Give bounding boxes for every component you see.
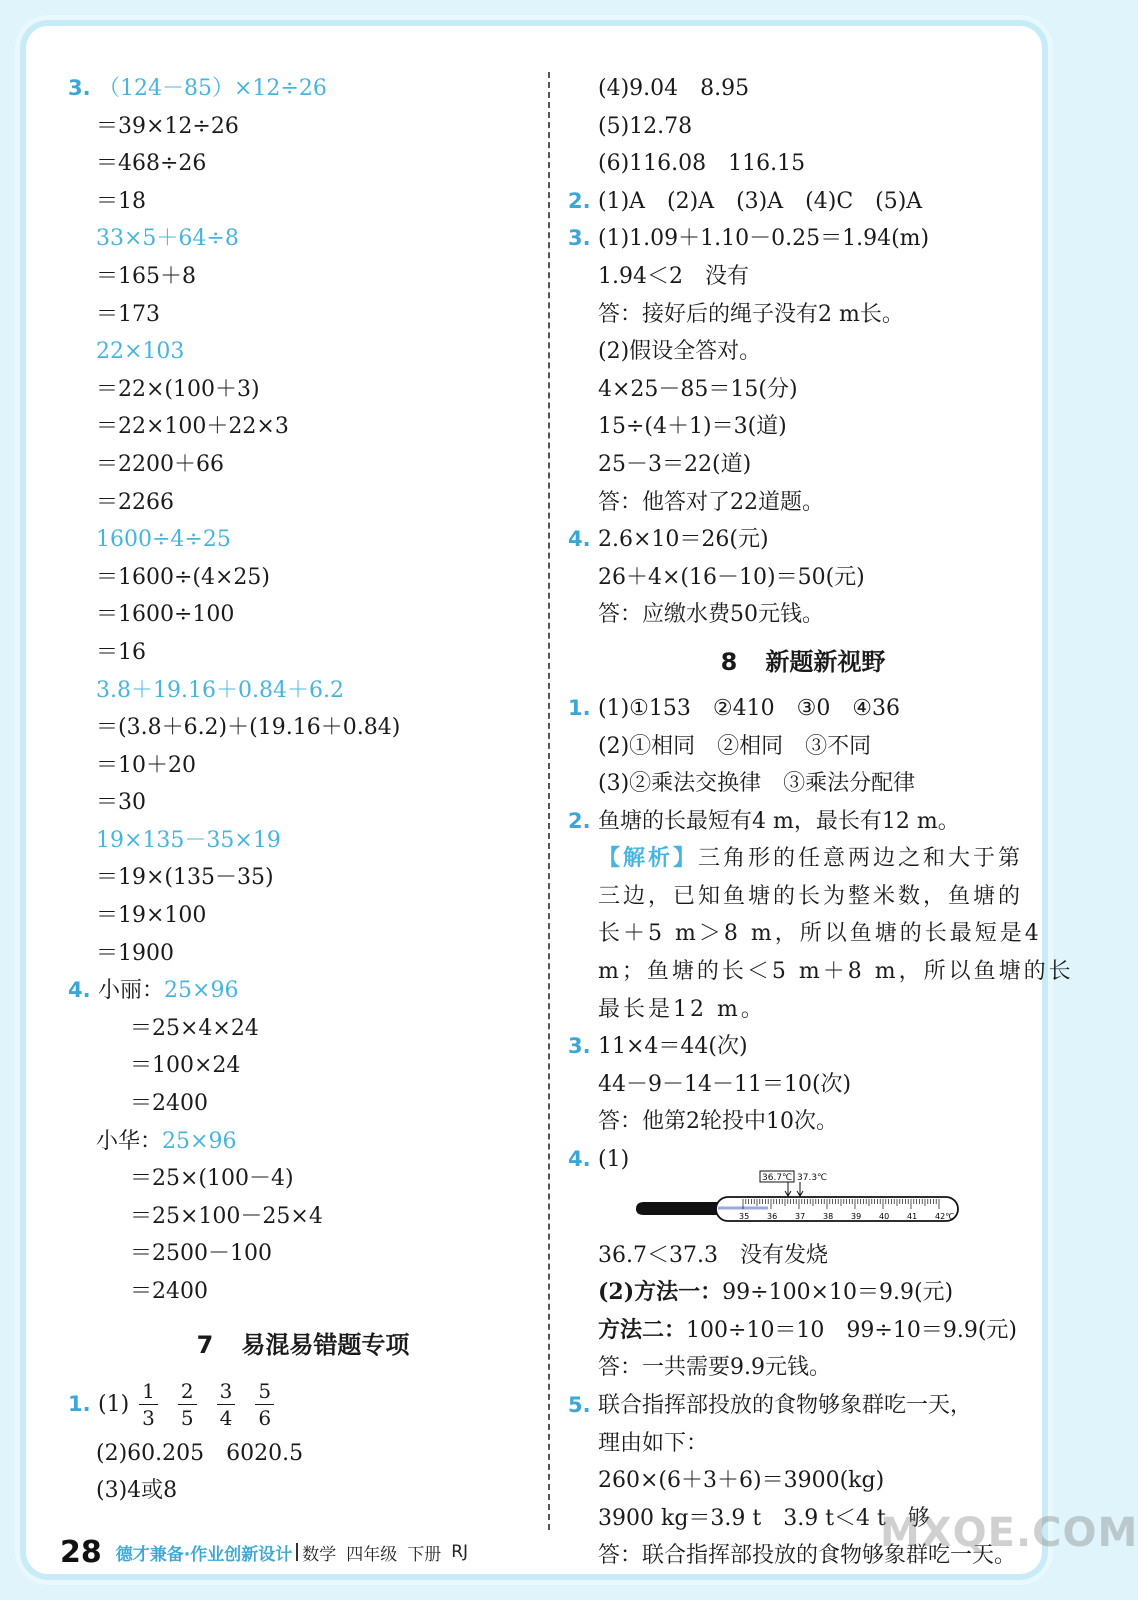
answer-line: 答：他第2轮投中10次。 xyxy=(598,1109,838,1135)
answer-line: (1)①153 ②410 ③0 ④36 xyxy=(598,695,901,721)
line-text: ＝165＋8 xyxy=(96,263,196,289)
line-text: ＝1900 xyxy=(96,940,174,966)
thermometer xyxy=(568,1172,1038,1237)
calculation-step xyxy=(68,145,538,183)
answer-line: 答：他答对了22道题。 xyxy=(598,489,824,515)
answer-line: 260×(6＋3＋6)＝3900(kg) xyxy=(598,1468,885,1494)
question-number: 3. xyxy=(568,226,591,251)
line-text: 1600÷4÷25 xyxy=(96,527,231,553)
answer-line: 11×4＝44(次) xyxy=(598,1034,748,1060)
tick-label: 42℃ xyxy=(935,1211,955,1221)
answer-line: (2)①相同 ②相同 ③不同 xyxy=(598,733,872,759)
section-number: 7 xyxy=(196,1330,214,1359)
question-number: 2. xyxy=(568,188,591,213)
calculation-step xyxy=(68,596,538,634)
line-text: ＝18 xyxy=(96,188,146,214)
line-text: ＝2200＋66 xyxy=(96,451,224,477)
calculation-step xyxy=(68,784,538,822)
fraction xyxy=(255,1378,274,1431)
question-number: 3. xyxy=(568,1034,591,1059)
question-number: 4. xyxy=(568,527,591,552)
reading-label-a: 36.7℃ xyxy=(762,1172,793,1183)
calculation-step xyxy=(68,408,538,446)
analysis-text: 三角形的任意两边之和大于第 xyxy=(698,846,1024,872)
calculation-step xyxy=(68,559,538,597)
column-divider xyxy=(548,72,550,1530)
brand-name: 德才兼备·作业创新设计 xyxy=(115,1544,293,1565)
line-text: 33×5＋64÷8 xyxy=(96,226,239,252)
answer-line: (3)②乘法交换律 ③乘法分配律 xyxy=(598,771,916,797)
xiaohua-step: ＝25×100－25×4 xyxy=(130,1203,323,1229)
line-text: 3.8＋19.16＋0.84＋6.2 xyxy=(96,677,344,703)
calculation-step xyxy=(68,859,538,897)
section-number: 8 xyxy=(720,647,738,676)
answer-line: 理由如下： xyxy=(598,1430,709,1456)
footer-separator xyxy=(296,1543,298,1561)
line-text: （124－85）×12÷26 xyxy=(98,76,327,101)
answer-line: (5)12.78 xyxy=(598,113,693,139)
question-number: 3. xyxy=(68,76,91,100)
question-number: 4. xyxy=(568,1147,591,1172)
line-text: ＝1600÷100 xyxy=(96,602,235,628)
answer-line: 答：一共需要9.9元钱。 xyxy=(598,1355,831,1381)
tick-label: 38 xyxy=(823,1211,834,1221)
line-text: ＝(3.8＋6.2)＋(19.16＋0.84) xyxy=(96,715,401,741)
calculation-step xyxy=(68,183,538,221)
line-text: ＝10＋20 xyxy=(96,752,196,778)
xiaoli-step: ＝100×24 xyxy=(130,1053,241,1079)
method-2-text: 100÷10＝10 99÷10＝9.9(元) xyxy=(686,1317,1018,1343)
question-number: 5. xyxy=(568,1393,591,1417)
line-text: ＝19×100 xyxy=(96,903,207,929)
left-question-3 xyxy=(68,70,538,972)
watermark: MXQE.COM xyxy=(880,1510,1138,1556)
tick-label: 35 xyxy=(739,1211,750,1221)
tick-label: 40 xyxy=(879,1211,890,1221)
line-text: ＝39×12÷26 xyxy=(96,113,239,139)
section-8-heading xyxy=(568,634,1038,690)
analysis-text: m；鱼塘的长＜5 m＋8 m，所以鱼塘的长 xyxy=(598,959,1074,985)
page-footer xyxy=(60,1532,478,1572)
calculation-step xyxy=(68,897,538,935)
line-text: 22×103 xyxy=(96,339,185,365)
numerator: 1 xyxy=(139,1378,158,1405)
tick-label: 36 xyxy=(767,1211,778,1221)
method-1-label: (2)方法一： xyxy=(598,1279,723,1306)
edition: RJ xyxy=(451,1542,469,1562)
subject: 数学 xyxy=(302,1544,337,1565)
line-text: ＝2266 xyxy=(96,489,174,515)
answer-line: (6)116.08 116.15 xyxy=(598,151,806,177)
right-column xyxy=(568,70,1074,1575)
fraction-list xyxy=(129,1379,284,1431)
calculation-step xyxy=(68,935,538,973)
answer-line: 鱼塘的长最短有4 m，最长有12 m。 xyxy=(598,808,960,834)
calculation-step xyxy=(68,709,538,747)
tick-label: 41 xyxy=(907,1211,918,1221)
problem-expression xyxy=(68,333,538,371)
answer-line: 联合指挥部投放的食物够象群吃一天， xyxy=(598,1393,973,1418)
section-7-q1-line3: (3)4或8 xyxy=(96,1478,178,1504)
section-title: 易混易错题专项 xyxy=(241,1330,410,1359)
calculation-step xyxy=(68,371,538,409)
xiaoli-expression: 25×96 xyxy=(164,978,239,1004)
answer-line: 答：接好后的绳子没有2 m长。 xyxy=(598,301,904,327)
answer-line: 26＋4×(16－10)＝50(元) xyxy=(598,564,865,590)
answer-line: 36.7＜37.3 没有发烧 xyxy=(598,1242,828,1268)
analysis-text: 最长是12 m。 xyxy=(598,996,766,1022)
xiaoli-label: 小丽： xyxy=(98,978,165,1004)
analysis-text: 长＋5 m＞8 m，所以鱼塘的长最短是4 xyxy=(598,921,1042,947)
answer-line: 2.6×10＝26(元) xyxy=(598,527,769,553)
xiaohua-expression: 25×96 xyxy=(162,1128,237,1154)
question-number: 1. xyxy=(568,695,591,720)
line-text: ＝173 xyxy=(96,301,160,327)
line-text: ＝22×100＋22×3 xyxy=(96,414,289,440)
xiaoli-step: ＝2400 xyxy=(130,1091,208,1117)
question-number: 1. xyxy=(68,1391,91,1416)
denominator: 5 xyxy=(180,1406,194,1431)
section-7-q1-fractions xyxy=(68,1373,538,1435)
line-text: ＝16 xyxy=(96,639,146,665)
answer-line: 答：应缴水费50元钱。 xyxy=(598,602,824,628)
answer-line: (4)9.04 8.95 xyxy=(598,76,750,101)
volume: 下册 xyxy=(407,1544,442,1565)
section-7-heading xyxy=(68,1317,538,1373)
problem-expression xyxy=(68,822,538,860)
problem-expression xyxy=(68,220,538,258)
section-title: 新题新视野 xyxy=(765,647,886,676)
denominator: 6 xyxy=(258,1406,272,1431)
problem-expression xyxy=(68,70,538,108)
tick-label: 37 xyxy=(795,1211,806,1221)
left-column xyxy=(68,70,538,1510)
answer-line: (1)A (2)A (3)A (4)C (5)A xyxy=(598,188,923,214)
calculation-step xyxy=(68,747,538,785)
question-number: 2. xyxy=(568,808,591,833)
calculation-step xyxy=(68,484,538,522)
answer-line: 1.94＜2 没有 xyxy=(598,263,749,289)
xiaohua-step: ＝2400 xyxy=(130,1279,208,1304)
calculation-step xyxy=(68,446,538,484)
tick-label: 39 xyxy=(851,1211,862,1221)
answer-line: 答：联合指挥部投放的食物够象群吃一天。 xyxy=(598,1543,1017,1569)
line-text: ＝468÷26 xyxy=(96,151,207,177)
page-number: 28 xyxy=(60,1534,102,1570)
problem-expression xyxy=(68,521,538,559)
thermometer-illustration xyxy=(628,1169,968,1239)
grade: 四年级 xyxy=(346,1544,398,1565)
q4-prefix: (1) xyxy=(598,1147,630,1173)
line-text: ＝30 xyxy=(96,790,146,816)
answer-line: (2)假设全答对。 xyxy=(598,339,762,365)
analysis-label: 【解析】 xyxy=(598,845,699,872)
problem-expression xyxy=(68,672,538,710)
calculation-step xyxy=(68,634,538,672)
answer-line: 44－9－14－11＝10(次) xyxy=(598,1071,852,1097)
question-number: 4. xyxy=(68,978,91,1003)
method-1-text: 99÷100×10＝9.9(元) xyxy=(722,1280,954,1306)
answer-line: 3900 kg＝3.9 t 3.9 t＜4 t 够 xyxy=(598,1505,930,1531)
xiaohua-step: ＝2500－100 xyxy=(130,1241,272,1267)
fraction xyxy=(139,1378,158,1431)
fraction xyxy=(178,1378,197,1431)
line-text: ＝19×(135－35) xyxy=(96,865,274,891)
calculation-step xyxy=(68,108,538,146)
xiaoli-step: ＝25×4×24 xyxy=(130,1015,259,1041)
analysis-text: 三边，已知鱼塘的长为整米数，鱼塘的 xyxy=(598,883,1024,909)
line-text: ＝22×(100＋3) xyxy=(96,376,260,402)
xiaohua-label: 小华： xyxy=(96,1128,163,1154)
q1-prefix: (1) xyxy=(98,1391,130,1417)
line-text: ＝1600÷(4×25) xyxy=(96,564,271,590)
answer-line: (1)1.09＋1.10－0.25＝1.94(m) xyxy=(598,226,930,252)
line-text: 19×135－35×19 xyxy=(96,827,281,853)
numerator: 3 xyxy=(217,1378,236,1405)
numerator: 5 xyxy=(255,1378,274,1405)
fraction xyxy=(217,1378,236,1431)
answer-line: 15÷(4＋1)＝3(道) xyxy=(598,414,787,440)
section-7-q1-line2: (2)60.205 6020.5 xyxy=(96,1440,304,1466)
thermometer-bulb xyxy=(636,1202,718,1215)
reading-label-b: 37.3℃ xyxy=(797,1172,828,1183)
calculation-step xyxy=(68,258,538,296)
numerator: 2 xyxy=(178,1378,197,1405)
answer-line: 25－3＝22(道) xyxy=(598,451,752,477)
denominator: 4 xyxy=(219,1406,233,1431)
calculation-step xyxy=(68,296,538,334)
left-question-4 xyxy=(68,972,538,1310)
xiaohua-step: ＝25×(100－4) xyxy=(130,1166,294,1192)
denominator: 3 xyxy=(142,1406,155,1431)
answer-line: 4×25－85＝15(分) xyxy=(598,376,798,402)
method-2-label: 方法二： xyxy=(598,1316,687,1343)
